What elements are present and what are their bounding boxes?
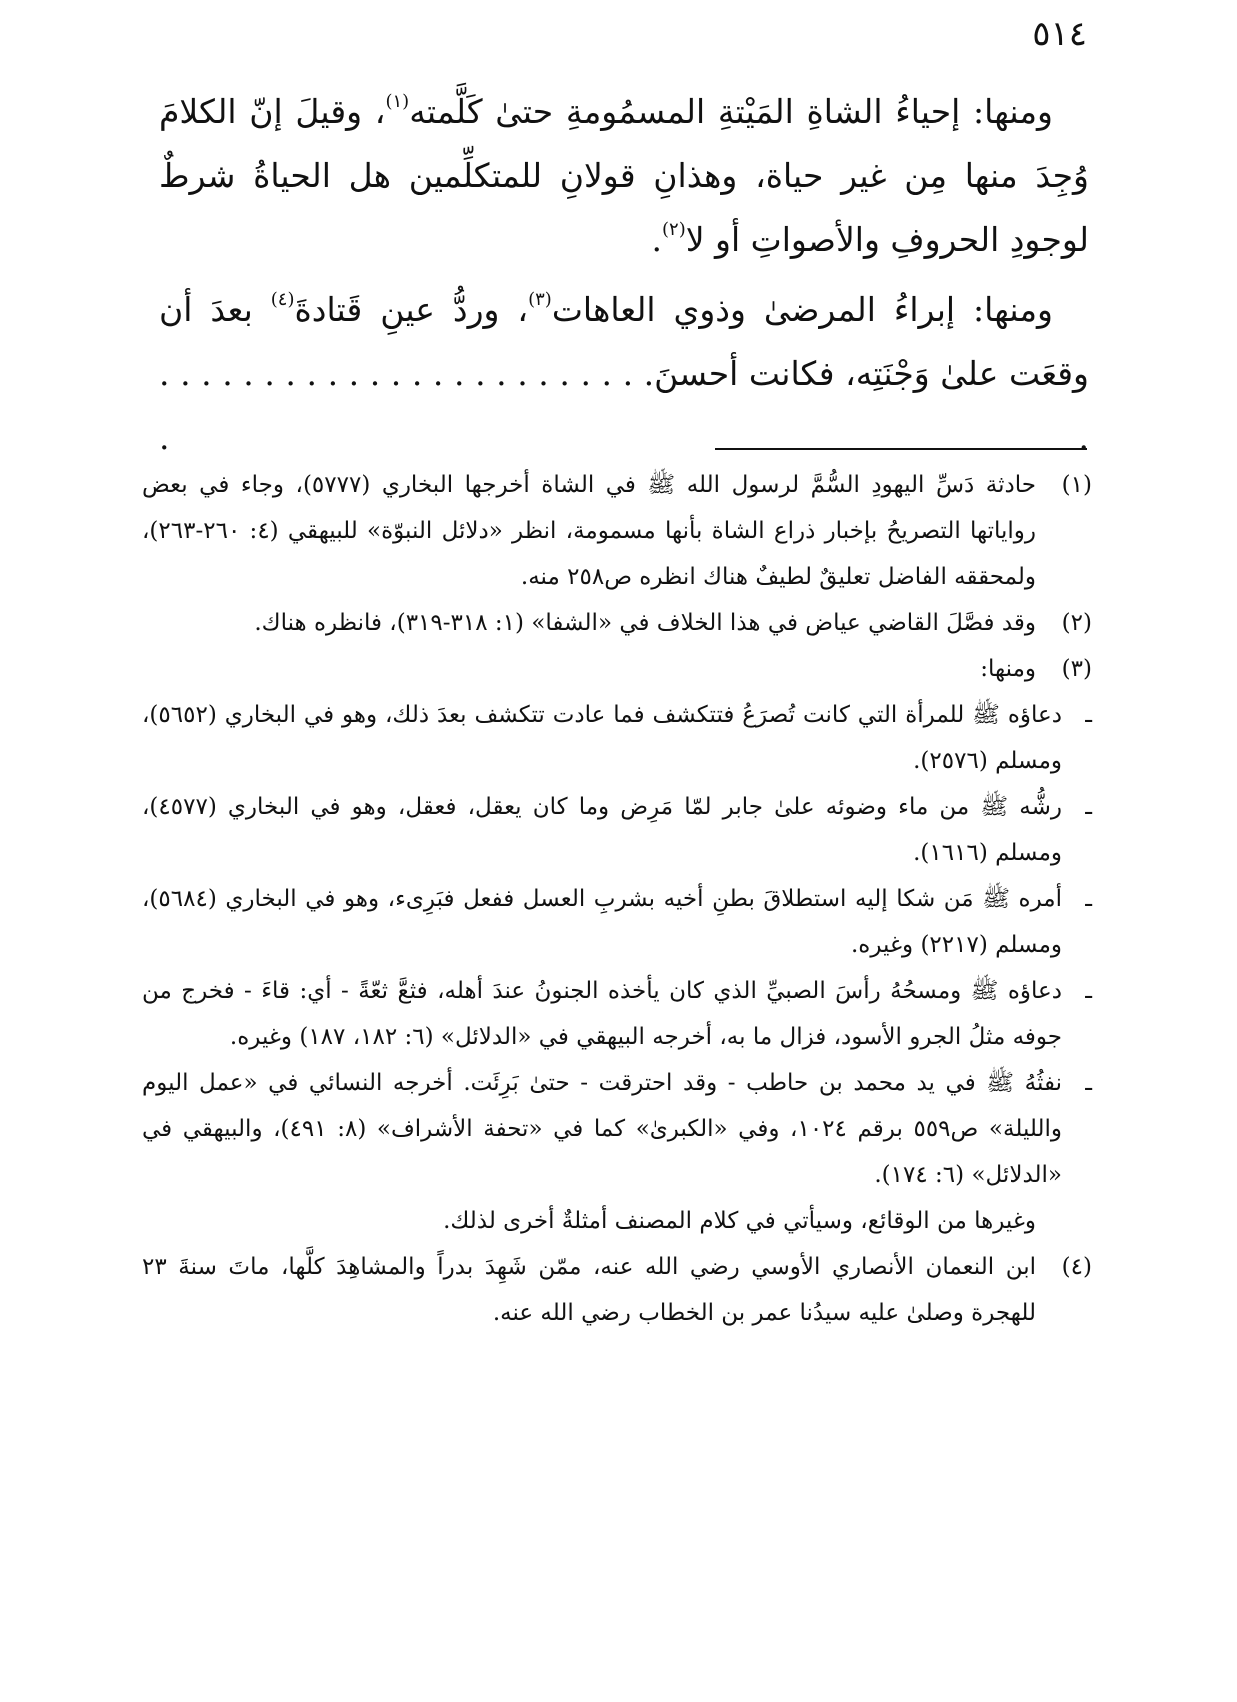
paragraph-text: ومنها: إحياءُ الشاةِ المَيْتةِ المسمُومةِ حتىٰ كَلَّمته <box>409 92 1053 131</box>
footnote-3-item <box>142 968 1092 1060</box>
paragraph-text: ، وردُّ عينِ قَتادةَ <box>294 290 529 329</box>
dash-marker: ـ <box>1085 1070 1092 1096</box>
list-item-text: دعاؤه ﷺ ومسحُهُ رأسَ الصبيِّ الذي كان يأخذه الجنونُ عندَ أهله، فثعَّ ثعّةً - أي: قاءَ - فخرج من جوفه مثلُ الجرو الأسود، فزال ما به، أخرجه البيهقي في «الدلائل» (٦: ١٨٢، ١٨٧) وغيره. <box>142 978 1062 1050</box>
footnote-text: حادثة دَسِّ اليهودِ السُّمَّ لرسول الله ﷺ في الشاة أخرجها البخاري (٥٧٧٧)، وجاء في بعض رواياتها التصريحُ بإخبار ذراع الشاة بأنها مسمومة، انظر «دلائل النبوّة» للبيهقي (٤: ٢٦٠-٢٦٣)، ولمحققه الفاضل تعليقٌ لطيفٌ هناك انظره ص٢٥٨ منه. <box>142 472 1036 590</box>
footnote-1 <box>142 462 1092 600</box>
dash-marker: ـ <box>1085 702 1092 728</box>
dash-marker: ـ <box>1085 794 1092 820</box>
footnote-3-item <box>142 692 1092 784</box>
footnote-number: (١) <box>1061 472 1092 498</box>
paragraph-end: . <box>651 220 663 259</box>
paragraph-text: ، وقيلَ إنّ الكلامَ وُجِدَ منها مِن غير حياة، وهذانِ قولانِ للمتكلِّمين هل الحياةُ شرطٌ لوجودِ الحروفِ والأصواتِ أو لا <box>159 92 1089 259</box>
footnote-4 <box>142 1244 1092 1336</box>
footnote-text: ابن النعمان الأنصاري الأوسي رضي الله عنه، ممّن شَهِدَ بدراً والمشاهِدَ كلَّها، ماتَ سنةَ ٢٣ للهجرة وصلىٰ عليه سيدُنا عمر بن الخطاب رضي الله عنه. <box>142 1254 1036 1326</box>
footnote-number: (٤) <box>1061 1254 1092 1280</box>
list-item-text: دعاؤه ﷺ للمرأة التي كانت تُصرَعُ فتتكشف فما عادت تتكشف بعدَ ذلك، وهو في البخاري (٥٦٥٢)، ومسلم (٢٥٧٦). <box>142 702 1062 774</box>
list-item-text: رشُّه ﷺ من ماء وضوئه علىٰ جابر لمّا مَرِض وما كان يعقل، فعقل، وهو في البخاري (٤٥٧٧)، ومسلم (١٦١٦). <box>142 794 1062 866</box>
footnotes <box>142 462 1092 1336</box>
footnote-ref-3[interactable]: (٣) <box>528 289 552 310</box>
page-number: ٥١٤ <box>1032 14 1087 54</box>
footnote-text: ومنها: <box>980 656 1036 682</box>
main-text <box>159 80 1089 476</box>
main-paragraph-2 <box>159 278 1089 470</box>
footnote-ref-2[interactable]: (٢) <box>662 219 686 240</box>
footnote-ref-4[interactable]: (٤) <box>270 289 295 310</box>
footnote-number: (٣) <box>1061 656 1092 682</box>
footnote-2 <box>142 600 1092 646</box>
footnote-3-tail: وغيرها من الوقائع، وسيأتي في كلام المصنف أمثلةٌ أخرى لذلك. <box>443 1208 1036 1234</box>
list-item-text: نفثُهُ ﷺ في يد محمد بن حاطب - وقد احترقت - حتىٰ بَرِئَت. أخرجه النسائي في «عمل اليوم والليلة» ص٥٥٩ برقم ١٠٢٤، وفي «الكبرىٰ» كما في «تحفة الأشراف» (٨: ٤٩١)، والبيهقي في «الدلائل» (٦: ١٧٤). <box>142 1070 1063 1188</box>
dash-marker: ـ <box>1085 978 1092 1004</box>
paragraph-text: ومنها: إبراءُ المرضىٰ وذوي العاهات <box>551 290 1053 329</box>
footnote-3-item <box>142 876 1092 968</box>
footnote-3-item <box>142 1060 1092 1198</box>
dash-marker: ـ <box>1085 886 1092 912</box>
footnote-3-item <box>142 784 1092 876</box>
footnote-text: وقد فصَّلَ القاضي عياض في هذا الخلاف في «الشفا» (١: ٣١٨-٣١٩)، فانظره هناك. <box>254 610 1036 636</box>
footnote-3 <box>142 646 1092 692</box>
list-item-text: أمره ﷺ مَن شكا إليه استطلاقَ بطنِ أخيه بشربِ العسل ففعل فبَرِىء، وهو في البخاري (٥٦٨٤)، ومسلم (٢٢١٧) وغيره. <box>142 886 1062 958</box>
footnote-number: (٢) <box>1061 610 1092 636</box>
footnote-divider <box>715 448 1087 450</box>
main-paragraph-1 <box>159 80 1089 272</box>
paragraph-text: بعدَ أن وقعَت علىٰ وَجْنَتِه، فكانت أحسنَ. . . . . . . . . . . . . . . . . . . . . . . . . . <box>159 290 1089 457</box>
footnote-ref-1[interactable]: (١) <box>385 91 410 112</box>
